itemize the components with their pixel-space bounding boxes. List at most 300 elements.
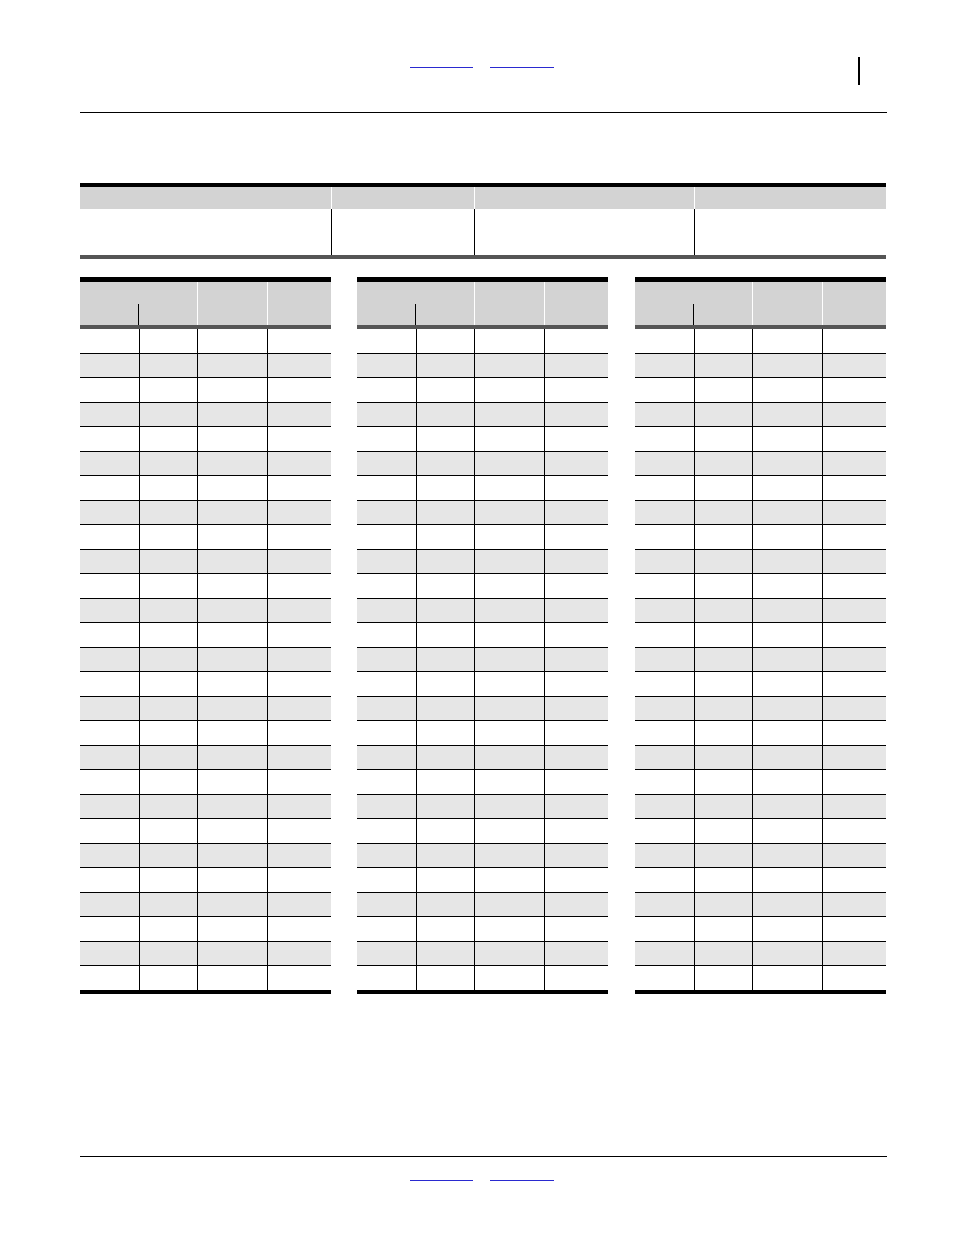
- table-cell: [694, 672, 752, 697]
- table-cell: [694, 917, 752, 942]
- table-cell: [752, 476, 822, 501]
- table-cell: [139, 696, 197, 721]
- table-cell: [752, 770, 822, 795]
- table-cell: [752, 327, 822, 353]
- table-row: [80, 966, 331, 992]
- table-cell: [544, 353, 608, 378]
- table-cell: [197, 770, 267, 795]
- table-cell: [416, 378, 474, 403]
- table-cell: [752, 843, 822, 868]
- table-cell: [474, 745, 544, 770]
- table-row: [635, 966, 886, 992]
- table-row: [357, 917, 608, 942]
- table-cell: [544, 966, 608, 992]
- table-cell: [822, 917, 886, 942]
- table-cell: [197, 353, 267, 378]
- table-row: [357, 402, 608, 427]
- table-row: [635, 917, 886, 942]
- table-cell: [635, 672, 694, 697]
- table-cell: [635, 451, 694, 476]
- table-cell: [139, 623, 197, 648]
- table-cell: [357, 966, 416, 992]
- table-cell: [635, 868, 694, 893]
- table-cell: [197, 868, 267, 893]
- table-row: [80, 696, 331, 721]
- table-row: [357, 745, 608, 770]
- table-cell: [357, 500, 416, 525]
- table-cell: [197, 966, 267, 992]
- table-cell: [822, 819, 886, 844]
- table-cell: [694, 500, 752, 525]
- table-cell: [474, 378, 544, 403]
- table-cell: [80, 745, 139, 770]
- table-cell: [544, 549, 608, 574]
- table-cell: [416, 941, 474, 966]
- table-cell: [694, 966, 752, 992]
- table-cell: [635, 745, 694, 770]
- rate-table-header-group: [80, 280, 197, 328]
- table-row: [635, 427, 886, 452]
- table-cell: [197, 574, 267, 599]
- table-cell: [267, 941, 331, 966]
- table-cell: [694, 721, 752, 746]
- table-row: [357, 549, 608, 574]
- table-cell: [544, 696, 608, 721]
- table-cell: [267, 745, 331, 770]
- table-cell: [416, 327, 474, 353]
- table-cell: [544, 598, 608, 623]
- table-row: [357, 794, 608, 819]
- table-cell: [416, 770, 474, 795]
- table-cell: [822, 327, 886, 353]
- table-cell: [357, 672, 416, 697]
- table-cell: [197, 647, 267, 672]
- table-cell: [635, 525, 694, 550]
- table-row: [635, 794, 886, 819]
- table-cell: [197, 917, 267, 942]
- table-cell: [635, 623, 694, 648]
- header-rule: [80, 112, 887, 113]
- change-bar: [858, 57, 860, 85]
- table-row: [357, 525, 608, 550]
- summary-cell: [694, 209, 886, 257]
- table-cell: [474, 819, 544, 844]
- table-cell: [139, 427, 197, 452]
- table-cell: [694, 819, 752, 844]
- table-cell: [80, 770, 139, 795]
- table-cell: [474, 721, 544, 746]
- table-cell: [752, 549, 822, 574]
- table-cell: [474, 525, 544, 550]
- table-row: [635, 327, 886, 353]
- table-cell: [752, 402, 822, 427]
- table-cell: [822, 696, 886, 721]
- table-row: [80, 868, 331, 893]
- table-row: [80, 476, 331, 501]
- table-cell: [139, 549, 197, 574]
- table-cell: [752, 672, 822, 697]
- table-cell: [822, 451, 886, 476]
- table-row: [635, 378, 886, 403]
- table-cell: [139, 966, 197, 992]
- table-cell: [474, 696, 544, 721]
- table-cell: [267, 892, 331, 917]
- table-cell: [544, 574, 608, 599]
- table-cell: [694, 402, 752, 427]
- table-row: [80, 500, 331, 525]
- table-cell: [139, 574, 197, 599]
- table-cell: [267, 378, 331, 403]
- table-cell: [694, 843, 752, 868]
- table-cell: [822, 647, 886, 672]
- rate-table-middle: [357, 277, 608, 994]
- table-cell: [822, 672, 886, 697]
- rate-table-header-group: [635, 280, 752, 328]
- table-cell: [635, 476, 694, 501]
- table-cell: [416, 917, 474, 942]
- table-cell: [694, 623, 752, 648]
- table-cell: [544, 327, 608, 353]
- table-cell: [694, 451, 752, 476]
- table-cell: [822, 745, 886, 770]
- table-row: [357, 451, 608, 476]
- table-cell: [416, 868, 474, 893]
- table-cell: [822, 574, 886, 599]
- rate-table-body: [80, 327, 331, 992]
- table-cell: [474, 794, 544, 819]
- footer-link-next[interactable]: [490, 1171, 554, 1181]
- table-row: [80, 721, 331, 746]
- table-row: [357, 696, 608, 721]
- table-cell: [635, 892, 694, 917]
- table-cell: [267, 966, 331, 992]
- table-row: [80, 794, 331, 819]
- table-cell: [694, 327, 752, 353]
- table-cell: [822, 549, 886, 574]
- table-cell: [80, 427, 139, 452]
- table-cell: [752, 427, 822, 452]
- table-cell: [139, 672, 197, 697]
- table-cell: [474, 672, 544, 697]
- table-cell: [357, 745, 416, 770]
- table-cell: [544, 770, 608, 795]
- table-cell: [752, 892, 822, 917]
- table-cell: [80, 378, 139, 403]
- summary-row: [80, 209, 886, 257]
- table-cell: [752, 745, 822, 770]
- table-cell: [357, 696, 416, 721]
- table-row: [357, 427, 608, 452]
- table-row: [357, 721, 608, 746]
- table-row: [635, 598, 886, 623]
- table-cell: [635, 696, 694, 721]
- table-cell: [474, 500, 544, 525]
- table-cell: [357, 819, 416, 844]
- table-cell: [635, 378, 694, 403]
- table-cell: [822, 843, 886, 868]
- table-row: [357, 598, 608, 623]
- table-row: [357, 647, 608, 672]
- table-cell: [474, 353, 544, 378]
- table-cell: [752, 353, 822, 378]
- table-cell: [416, 402, 474, 427]
- table-cell: [139, 868, 197, 893]
- table-cell: [197, 892, 267, 917]
- rate-table-header-row: [357, 280, 608, 328]
- table-cell: [357, 843, 416, 868]
- table-cell: [267, 598, 331, 623]
- table-cell: [267, 917, 331, 942]
- table-row: [635, 574, 886, 599]
- table-cell: [197, 819, 267, 844]
- table-cell: [139, 353, 197, 378]
- table-cell: [139, 476, 197, 501]
- table-cell: [822, 868, 886, 893]
- table-cell: [197, 549, 267, 574]
- table-cell: [635, 427, 694, 452]
- table-cell: [416, 598, 474, 623]
- table-cell: [139, 941, 197, 966]
- table-cell: [635, 843, 694, 868]
- table-cell: [357, 525, 416, 550]
- summary-cell: [331, 209, 474, 257]
- table-row: [635, 623, 886, 648]
- table-row: [357, 476, 608, 501]
- table-row: [635, 549, 886, 574]
- table-cell: [822, 402, 886, 427]
- table-cell: [822, 500, 886, 525]
- table-cell: [416, 476, 474, 501]
- table-cell: [357, 574, 416, 599]
- table-cell: [544, 402, 608, 427]
- table-row: [635, 525, 886, 550]
- table-row: [80, 819, 331, 844]
- table-cell: [752, 696, 822, 721]
- table-cell: [197, 427, 267, 452]
- table-row: [80, 402, 331, 427]
- table-cell: [416, 892, 474, 917]
- table-cell: [80, 672, 139, 697]
- table-cell: [752, 378, 822, 403]
- table-cell: [544, 500, 608, 525]
- footer-rule: [80, 1156, 887, 1157]
- table-row: [635, 696, 886, 721]
- rate-table-body: [635, 327, 886, 992]
- table-cell: [80, 451, 139, 476]
- table-cell: [139, 327, 197, 353]
- rate-table-header-cell: [752, 280, 822, 328]
- table-cell: [474, 598, 544, 623]
- table-cell: [752, 794, 822, 819]
- table-cell: [752, 819, 822, 844]
- table-cell: [80, 721, 139, 746]
- table-cell: [694, 476, 752, 501]
- table-row: [635, 770, 886, 795]
- table-cell: [822, 966, 886, 992]
- table-cell: [197, 451, 267, 476]
- table-cell: [139, 892, 197, 917]
- table-row: [635, 353, 886, 378]
- table-cell: [474, 770, 544, 795]
- table-cell: [416, 794, 474, 819]
- rate-table-right: [635, 277, 886, 994]
- table-cell: [80, 476, 139, 501]
- table-cell: [267, 574, 331, 599]
- table-row: [357, 378, 608, 403]
- table-cell: [267, 623, 331, 648]
- table-cell: [416, 525, 474, 550]
- rate-table-header-cell: [267, 280, 331, 328]
- table-cell: [822, 525, 886, 550]
- table-cell: [822, 892, 886, 917]
- rate-table-header-cell: [474, 280, 544, 328]
- table-cell: [694, 941, 752, 966]
- table-cell: [822, 623, 886, 648]
- table-cell: [752, 598, 822, 623]
- table-row: [635, 451, 886, 476]
- table-cell: [197, 525, 267, 550]
- table-cell: [139, 378, 197, 403]
- table-cell: [416, 500, 474, 525]
- table-cell: [267, 696, 331, 721]
- summary-table: [80, 183, 886, 259]
- table-row: [357, 966, 608, 992]
- table-cell: [474, 476, 544, 501]
- table-cell: [694, 892, 752, 917]
- rate-table-header-cell: [197, 280, 267, 328]
- table-cell: [357, 794, 416, 819]
- table-cell: [635, 917, 694, 942]
- table-row: [80, 353, 331, 378]
- table-cell: [752, 966, 822, 992]
- table-cell: [635, 327, 694, 353]
- table-cell: [267, 427, 331, 452]
- table-row: [635, 500, 886, 525]
- table-cell: [357, 353, 416, 378]
- table-cell: [474, 327, 544, 353]
- table-cell: [635, 966, 694, 992]
- table-cell: [474, 941, 544, 966]
- table-cell: [80, 549, 139, 574]
- table-cell: [544, 819, 608, 844]
- table-cell: [752, 574, 822, 599]
- table-cell: [197, 327, 267, 353]
- table-cell: [80, 647, 139, 672]
- table-cell: [357, 647, 416, 672]
- table-cell: [416, 451, 474, 476]
- table-row: [357, 623, 608, 648]
- table-cell: [416, 427, 474, 452]
- table-row: [80, 672, 331, 697]
- table-row: [80, 745, 331, 770]
- table-cell: [80, 892, 139, 917]
- table-cell: [139, 721, 197, 746]
- table-cell: [416, 672, 474, 697]
- table-row: [80, 941, 331, 966]
- summary-cell: [474, 209, 694, 257]
- table-row: [357, 327, 608, 353]
- table-cell: [752, 941, 822, 966]
- table-row: [357, 500, 608, 525]
- table-cell: [635, 770, 694, 795]
- table-cell: [752, 525, 822, 550]
- table-cell: [544, 794, 608, 819]
- table-cell: [197, 794, 267, 819]
- summary-header-cell: [331, 185, 474, 209]
- table-row: [357, 892, 608, 917]
- table-cell: [197, 745, 267, 770]
- table-row: [80, 598, 331, 623]
- table-cell: [474, 574, 544, 599]
- table-row: [80, 892, 331, 917]
- table-cell: [267, 500, 331, 525]
- table-cell: [80, 402, 139, 427]
- footer-link-previous[interactable]: [410, 1171, 473, 1181]
- summary-cell: [80, 209, 331, 257]
- table-cell: [822, 794, 886, 819]
- table-row: [80, 574, 331, 599]
- table-cell: [474, 892, 544, 917]
- table-cell: [635, 941, 694, 966]
- table-cell: [694, 770, 752, 795]
- table-cell: [80, 353, 139, 378]
- table-row: [635, 941, 886, 966]
- table-cell: [357, 327, 416, 353]
- rate-table-body: [357, 327, 608, 992]
- table-cell: [267, 672, 331, 697]
- table-cell: [357, 868, 416, 893]
- header-link-next[interactable]: [490, 58, 554, 68]
- table-row: [80, 327, 331, 353]
- table-cell: [80, 623, 139, 648]
- table-cell: [474, 623, 544, 648]
- table-cell: [635, 549, 694, 574]
- table-row: [80, 549, 331, 574]
- table-row: [357, 574, 608, 599]
- table-row: [635, 819, 886, 844]
- table-cell: [752, 451, 822, 476]
- table-cell: [474, 427, 544, 452]
- table-cell: [416, 696, 474, 721]
- table-row: [80, 770, 331, 795]
- table-cell: [80, 598, 139, 623]
- table-cell: [694, 427, 752, 452]
- table-cell: [197, 721, 267, 746]
- summary-header-cell: [474, 185, 694, 209]
- table-cell: [197, 402, 267, 427]
- table-cell: [139, 745, 197, 770]
- table-cell: [474, 917, 544, 942]
- rate-table-header-cell: [544, 280, 608, 328]
- table-cell: [544, 451, 608, 476]
- table-cell: [357, 770, 416, 795]
- header-link-previous[interactable]: [410, 58, 473, 68]
- table-cell: [544, 672, 608, 697]
- table-cell: [267, 327, 331, 353]
- table-cell: [544, 745, 608, 770]
- table-row: [357, 672, 608, 697]
- rate-table-header-row: [80, 280, 331, 328]
- table-cell: [267, 843, 331, 868]
- rate-table-left: [80, 277, 331, 994]
- table-row: [635, 672, 886, 697]
- table-cell: [474, 451, 544, 476]
- table-cell: [197, 696, 267, 721]
- table-cell: [416, 623, 474, 648]
- table-cell: [357, 623, 416, 648]
- table-row: [635, 647, 886, 672]
- table-row: [635, 402, 886, 427]
